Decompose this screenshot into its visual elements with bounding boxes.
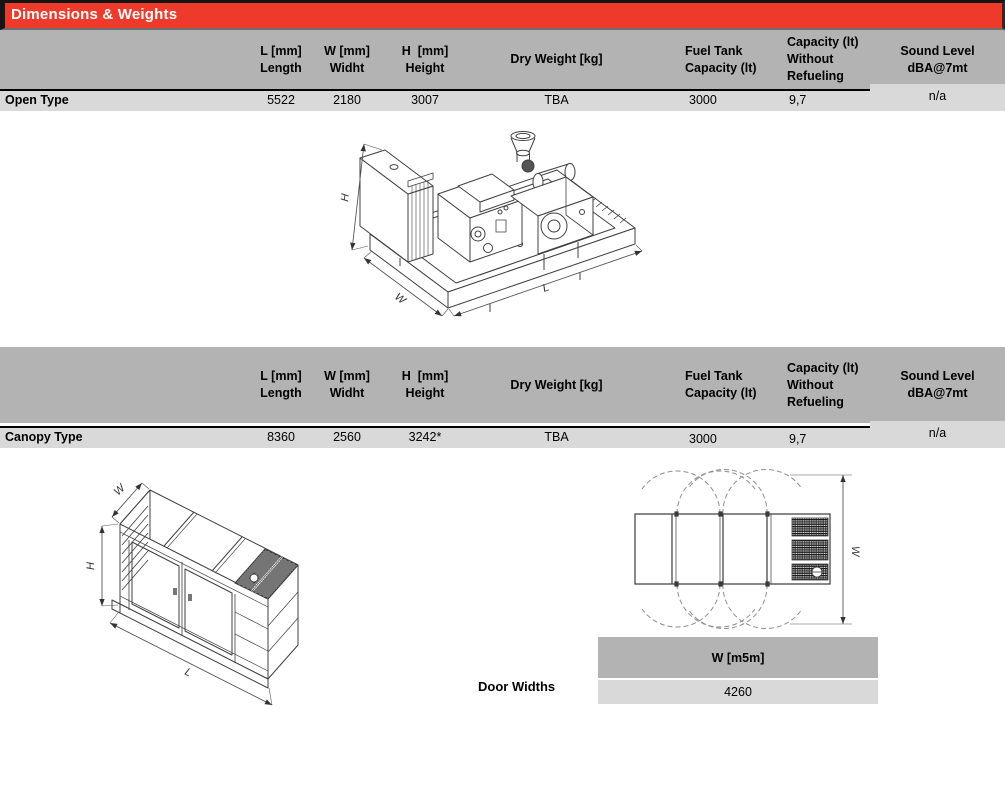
open-type-table-header bbox=[0, 30, 1005, 89]
col-header-capacity-without-refueling: Capacity (lt) Without Refueling bbox=[787, 35, 859, 83]
canopy-type-table-header bbox=[0, 347, 1005, 423]
open-sound-level-value: n/a bbox=[928, 89, 947, 103]
open-height-value: 3007 bbox=[411, 93, 439, 107]
row-separator-line bbox=[0, 426, 870, 428]
open-type-row bbox=[0, 89, 1005, 111]
section-title: Dimensions & Weights bbox=[11, 6, 178, 23]
canopy-type-row bbox=[0, 426, 1005, 448]
canopy-top-view-drawing bbox=[590, 452, 890, 637]
canopy-drawing-w-dim-label: W bbox=[111, 482, 128, 499]
open-dry-weight-value: TBA bbox=[544, 93, 569, 107]
top-view-w-dim-label: W bbox=[849, 546, 861, 557]
col-header-capacity-without-refueling: Capacity (lt) Without Refueling bbox=[787, 360, 859, 409]
open-drawing-w-dim-label: W bbox=[392, 290, 408, 307]
col-header-width: W [mm] Widht bbox=[324, 369, 370, 400]
open-capacity-value: 9,7 bbox=[789, 93, 807, 107]
open-length-value: 5522 bbox=[267, 93, 295, 107]
canopy-dry-weight-value: TBA bbox=[544, 430, 569, 444]
open-drawing-l-dim-label: L bbox=[541, 281, 551, 295]
col-header-height: H [mm] Height bbox=[401, 369, 449, 400]
open-width-value: 2180 bbox=[333, 93, 361, 107]
canopy-type-row-label: Canopy Type bbox=[5, 430, 83, 444]
open-fuel-tank-value: 3000 bbox=[689, 93, 717, 107]
row-separator-line bbox=[0, 89, 870, 91]
open-drawing-h-dim-label: H bbox=[339, 193, 352, 203]
door-widths-label: Door Widths bbox=[478, 679, 556, 694]
canopy-height-value: 3242* bbox=[408, 430, 442, 444]
door-widths-value: 4260 bbox=[598, 680, 878, 704]
col-header-sound-level: Sound Level dBA@7mt bbox=[900, 43, 975, 75]
door-widths-header: W [m5m] bbox=[598, 637, 878, 678]
col-header-length: L [mm] Length bbox=[260, 43, 302, 75]
open-type-generator-illustration bbox=[330, 112, 682, 324]
col-header-width: W [mm] Widht bbox=[324, 43, 370, 75]
col-header-height: H [mm] Height bbox=[401, 43, 449, 75]
col-header-dry-weight: Dry Weight [kg] bbox=[510, 377, 603, 392]
open-type-drawing bbox=[330, 112, 682, 324]
col-header-fuel-tank: Fuel Tank Capacity (lt) bbox=[685, 43, 757, 75]
canopy-generator-illustration bbox=[72, 452, 402, 717]
canopy-width-value: 2560 bbox=[333, 430, 361, 444]
canopy-top-view-illustration bbox=[590, 452, 890, 637]
canopy-length-value: 8360 bbox=[267, 430, 295, 444]
col-header-fuel-tank: Fuel Tank Capacity (lt) bbox=[685, 369, 757, 400]
canopy-capacity-value: 9,7 bbox=[789, 432, 807, 446]
section-title-bar bbox=[0, 0, 1005, 30]
canopy-type-drawing bbox=[72, 452, 402, 717]
col-header-sound-level: Sound Level dBA@7mt bbox=[900, 369, 975, 400]
col-header-length: L [mm] Length bbox=[260, 369, 302, 400]
canopy-fuel-tank-value: 3000 bbox=[689, 432, 717, 446]
col-header-dry-weight: Dry Weight [kg] bbox=[510, 52, 603, 66]
door-widths-table bbox=[598, 637, 878, 704]
open-type-row-label: Open Type bbox=[5, 93, 69, 107]
canopy-drawing-l-dim-label: L bbox=[182, 665, 194, 680]
canopy-sound-level-value: n/a bbox=[928, 426, 947, 440]
canopy-drawing-h-dim-label: H bbox=[85, 562, 97, 570]
